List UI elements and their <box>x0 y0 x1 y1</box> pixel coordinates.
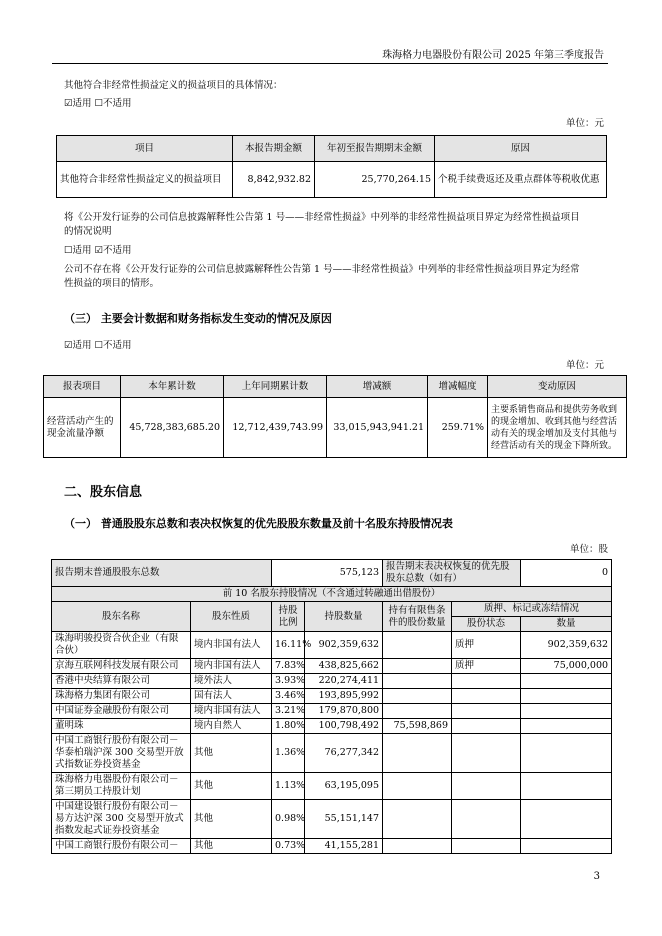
cell-status <box>452 839 521 854</box>
cell-amount <box>521 719 612 734</box>
cell-restricted <box>383 839 452 854</box>
cell-status <box>452 734 521 773</box>
cell-restricted <box>383 659 452 674</box>
cell-ratio: 16.11% <box>272 632 305 659</box>
sec2-para2: 公司不存在将《公开发行证券的公司信息披露解释性公告第 1 号——非经常性损益》中列举的非经常性损益项目界定为经常性损益的项目的情形。 <box>64 264 580 289</box>
col-item: 项目 <box>57 136 233 162</box>
cell-status <box>452 719 521 734</box>
cell-nature: 其他 <box>191 800 272 839</box>
cell-amount: 902,359,632 <box>521 632 612 659</box>
cell-amount <box>521 674 612 689</box>
cell-qty: 41,155,281 <box>305 839 383 854</box>
cell-ratio: 0.73% <box>272 839 305 854</box>
table-row <box>52 659 612 674</box>
sec2-applicability: ☐适用 ☑不适用 <box>64 245 132 256</box>
cell-qty: 76,277,342 <box>305 734 383 773</box>
cell-qty: 438,825,662 <box>305 659 383 674</box>
cell-ratio: 3.21% <box>272 704 305 719</box>
cell-amount <box>521 773 612 800</box>
change-table: 报表项目 本年累计数 上年同期累计数 增减额 增减幅度 变动原因 经营活动产生的现金流量净额 45,728,383,685.20 12,712,439,743.99 33,015,943,941.21 259.71% 主要系销售商品和提供劳务收到的现金增加、收到其他与经营活动有关的现金增加及支付其他与经营活动有关的现金下降所致。 <box>43 375 627 458</box>
cell-nature: 其他 <box>191 839 272 854</box>
cell-amount <box>521 839 612 854</box>
cell-nature: 境外法人 <box>191 674 272 689</box>
sec4-subtitle: （一） 普通股股东总数和表决权恢复的优先股股东数量及前十名股东持股情况表 <box>64 517 453 530</box>
cell-qty: 63,195,095 <box>305 773 383 800</box>
top10-title: 前 10 名股东持股情况（不含通过转融通出借股份） <box>52 587 612 602</box>
sec1-unit: 单位：元 <box>565 118 604 129</box>
cell-status <box>452 704 521 719</box>
table-row <box>52 800 612 839</box>
header-rule <box>52 63 608 64</box>
cell-name: 香港中央结算有限公司 <box>52 674 191 689</box>
cell-name: 珠海格力集团有限公司 <box>52 689 191 704</box>
cell-status <box>452 689 521 704</box>
col-ytd: 年初至报告期期末金额 <box>315 136 435 162</box>
sec4-unit: 单位：股 <box>569 544 608 555</box>
table-row <box>52 704 612 719</box>
table-row <box>52 734 612 773</box>
sec4-title: 二、股东信息 <box>64 485 143 500</box>
cell-restricted: 75,598,869 <box>383 719 452 734</box>
cell-restricted <box>383 632 452 659</box>
cell-nature: 其他 <box>191 773 272 800</box>
summary-row: 报告期末普通股股东总数 575,123 报告期末表决权恢复的优先股股东总数（如有） 0 <box>52 560 612 587</box>
table-row <box>52 632 612 659</box>
cell-qty: 55,151,147 <box>305 800 383 839</box>
cell-ratio: 3.46% <box>272 689 305 704</box>
cell-nature: 境内自然人 <box>191 719 272 734</box>
table-row <box>52 719 612 734</box>
col-current: 本报告期金额 <box>233 136 315 162</box>
cell-amount <box>521 800 612 839</box>
cell-restricted <box>383 734 452 773</box>
cell-amount <box>521 704 612 719</box>
cell-ratio: 1.13% <box>272 773 305 800</box>
table-row <box>52 773 612 800</box>
cell-nature: 国有法人 <box>191 689 272 704</box>
cell-ratio: 1.80% <box>272 719 305 734</box>
cell-name: 珠海格力电器股份有限公司－第三期员工持股计划 <box>52 773 191 800</box>
cell-ratio: 3.93% <box>272 674 305 689</box>
sec1-intro: 其他符合非经常性损益定义的损益项目的具体情况： <box>64 80 283 91</box>
cell-qty: 220,274,411 <box>305 674 383 689</box>
sec3-title: （三） 主要会计数据和财务指标发生变动的情况及原因 <box>64 312 332 325</box>
cell-amount <box>521 689 612 704</box>
page-header-title: 珠海格力电器股份有限公司 2025 年第三季度报告 <box>382 50 604 61</box>
sec3-unit: 单位：元 <box>565 360 604 371</box>
cell-nature: 境内非国有法人 <box>191 704 272 719</box>
col-reason: 原因 <box>435 136 607 162</box>
cell-status <box>452 800 521 839</box>
cell-status <box>452 674 521 689</box>
cell-status: 质押 <box>452 632 521 659</box>
nonrecurring-table <box>56 135 607 198</box>
table-row <box>52 689 612 704</box>
cell-ratio: 7.83% <box>272 659 305 674</box>
cell-status: 质押 <box>452 659 521 674</box>
table-row <box>52 839 612 854</box>
cell-nature: 其他 <box>191 734 272 773</box>
sec2-para1: 将《公开发行证券的公司信息披露解释性公告第 1 号——非经常性损益》中列举的非经常性损益项目界定为经常性损益项目的情况说明 <box>64 212 580 237</box>
cell-restricted <box>383 704 452 719</box>
cell-restricted <box>383 689 452 704</box>
cell-qty: 179,870,800 <box>305 704 383 719</box>
cell-name: 京海互联网科技发展有限公司 <box>52 659 191 674</box>
shareholder-table: 报告期末普通股股东总数 575,123 报告期末表决权恢复的优先股股东总数（如有） 0 前 10 名股东持股情况（不含通过转融通出借股份） 股东名称 股东性质 持股比例 持股数量 持有有限售条件的股份数量 质押、标记或冻结情况 股份状态 数量 珠海明骏投资合伙企业（有限合伙） 境内非国有法人 16.11% 902,359,632 质押 902,359,632 京海互联网科技发展有限公司 境内非国有法人 7.83% 438,825,662 质押 75,000,000 香港中央结算有限公司 境外法人 3.93% 220,274,411 珠海格力集团有限公司 国有法人 3.46% 193,895,992 中国证券金融股份有限公司 境内非国有法人 3.21% 179,870,800 董明珠 境内自然人 1.80% 100,798,492 75,598,869 中国工商银行股份有限公司－华泰柏瑞沪深 300 交易型开放式指数证券投资基金 其他 1.36% 76,277,342 珠海格力电器股份有限公司－第三期员工持股计划 其他 1.13% 63,195,095 中国建设银行股份有限公司－易方达沪深 300 交易型开放式指数发起式证券投资基金 其他 0.98% 55,151,147 中国工商银行股份有限公司－ 其他 0.73% 41,155,281 <box>51 559 612 854</box>
cell-qty: 100,798,492 <box>305 719 383 734</box>
cell-name: 中国建设银行股份有限公司－易方达沪深 300 交易型开放式指数发起式证券投资基金 <box>52 800 191 839</box>
cell-qty: 902,359,632 <box>305 632 383 659</box>
table-row <box>52 674 612 689</box>
cell-nature: 境内非国有法人 <box>191 632 272 659</box>
cell-amount: 75,000,000 <box>521 659 612 674</box>
sec1-applicability: ☑适用 ☐不适用 <box>64 98 132 109</box>
cell-nature: 境内非国有法人 <box>191 659 272 674</box>
sec3-applicability: ☑适用 ☐不适用 <box>64 340 132 351</box>
cell-name: 中国工商银行股份有限公司－ <box>52 839 191 854</box>
cell-name: 中国工商银行股份有限公司－华泰柏瑞沪深 300 交易型开放式指数证券投资基金 <box>52 734 191 773</box>
cell-restricted <box>383 800 452 839</box>
page-number: 3 <box>593 871 600 882</box>
cell-name: 中国证券金融股份有限公司 <box>52 704 191 719</box>
cell-name: 董明珠 <box>52 719 191 734</box>
cell-ratio: 1.36% <box>272 734 305 773</box>
cell-amount <box>521 734 612 773</box>
table-row: 其他符合非经常性损益定义的损益项目 8,842,932.82 25,770,264.15 个税手续费返还及重点群体等税收优惠 <box>57 162 607 198</box>
cell-restricted <box>383 773 452 800</box>
cell-restricted <box>383 674 452 689</box>
cell-ratio: 0.98% <box>272 800 305 839</box>
cell-name: 珠海明骏投资合伙企业（有限合伙） <box>52 632 191 659</box>
table-row: 经营活动产生的现金流量净额 45,728,383,685.20 12,712,439,743.99 33,015,943,941.21 259.71% 主要系销售商品和提供劳务收到的现金增加、收到其他与经营活动有关的现金增加及支付其他与经营活动有关的现金下降所致。 <box>44 398 627 458</box>
cell-status <box>452 773 521 800</box>
cell-qty: 193,895,992 <box>305 689 383 704</box>
